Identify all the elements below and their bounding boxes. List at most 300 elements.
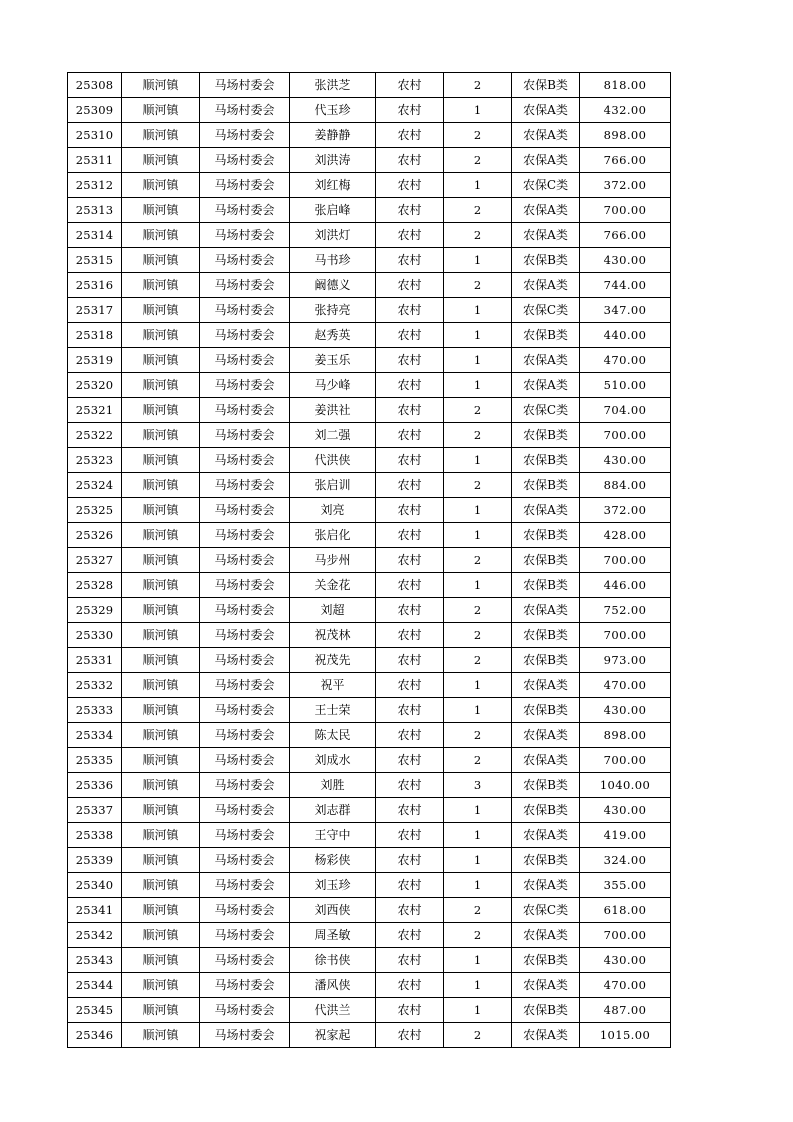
category-cell: 农保B类	[512, 523, 580, 548]
amount-cell: 347.00	[580, 298, 671, 323]
area-type-cell: 农村	[376, 673, 444, 698]
category-cell: 农保A类	[512, 223, 580, 248]
amount-cell: 430.00	[580, 948, 671, 973]
name-cell: 潘风侠	[290, 973, 376, 998]
record-id-cell: 25315	[68, 248, 122, 273]
category-cell: 农保B类	[512, 548, 580, 573]
amount-cell: 898.00	[580, 123, 671, 148]
household-count-cell: 2	[444, 223, 512, 248]
amount-cell: 766.00	[580, 223, 671, 248]
record-id-cell: 25312	[68, 173, 122, 198]
category-cell: 农保B类	[512, 698, 580, 723]
table-row	[68, 898, 671, 923]
category-cell: 农保A类	[512, 373, 580, 398]
area-type-cell: 农村	[376, 923, 444, 948]
amount-cell: 446.00	[580, 573, 671, 598]
name-cell: 刘胜	[290, 773, 376, 798]
name-cell: 刘二强	[290, 423, 376, 448]
town-cell: 顺河镇	[122, 448, 200, 473]
household-count-cell: 2	[444, 923, 512, 948]
committee-cell: 马场村委会	[200, 873, 290, 898]
record-id-cell: 25339	[68, 848, 122, 873]
table-row	[68, 73, 671, 98]
town-cell: 顺河镇	[122, 423, 200, 448]
record-id-cell: 25318	[68, 323, 122, 348]
amount-cell: 973.00	[580, 648, 671, 673]
area-type-cell: 农村	[376, 523, 444, 548]
committee-cell: 马场村委会	[200, 848, 290, 873]
name-cell: 刘玉珍	[290, 873, 376, 898]
area-type-cell: 农村	[376, 998, 444, 1023]
category-cell: 农保A类	[512, 498, 580, 523]
household-count-cell: 1	[444, 823, 512, 848]
record-id-cell: 25324	[68, 473, 122, 498]
household-count-cell: 2	[444, 273, 512, 298]
table-row	[68, 1023, 671, 1048]
household-count-cell: 1	[444, 873, 512, 898]
household-count-cell: 1	[444, 298, 512, 323]
record-id-cell: 25322	[68, 423, 122, 448]
town-cell: 顺河镇	[122, 573, 200, 598]
committee-cell: 马场村委会	[200, 773, 290, 798]
amount-cell: 428.00	[580, 523, 671, 548]
area-type-cell: 农村	[376, 498, 444, 523]
town-cell: 顺河镇	[122, 498, 200, 523]
name-cell: 姜静静	[290, 123, 376, 148]
amount-cell: 744.00	[580, 273, 671, 298]
table-row	[68, 798, 671, 823]
area-type-cell: 农村	[376, 398, 444, 423]
category-cell: 农保A类	[512, 823, 580, 848]
table-row	[68, 98, 671, 123]
amount-cell: 700.00	[580, 198, 671, 223]
committee-cell: 马场村委会	[200, 223, 290, 248]
household-count-cell: 2	[444, 198, 512, 223]
household-count-cell: 2	[444, 598, 512, 623]
table-row	[68, 248, 671, 273]
name-cell: 刘志群	[290, 798, 376, 823]
household-count-cell: 1	[444, 248, 512, 273]
household-count-cell: 2	[444, 1023, 512, 1048]
committee-cell: 马场村委会	[200, 923, 290, 948]
record-id-cell: 25327	[68, 548, 122, 573]
committee-cell: 马场村委会	[200, 348, 290, 373]
table-row	[68, 973, 671, 998]
household-count-cell: 2	[444, 548, 512, 573]
name-cell: 徐书侠	[290, 948, 376, 973]
record-id-cell: 25325	[68, 498, 122, 523]
record-id-cell: 25311	[68, 148, 122, 173]
area-type-cell: 农村	[376, 98, 444, 123]
committee-cell: 马场村委会	[200, 123, 290, 148]
amount-cell: 372.00	[580, 173, 671, 198]
amount-cell: 1040.00	[580, 773, 671, 798]
town-cell: 顺河镇	[122, 398, 200, 423]
table-row	[68, 623, 671, 648]
table-row	[68, 123, 671, 148]
area-type-cell: 农村	[376, 548, 444, 573]
committee-cell: 马场村委会	[200, 673, 290, 698]
table-row	[68, 723, 671, 748]
name-cell: 刘成水	[290, 748, 376, 773]
record-id-cell: 25332	[68, 673, 122, 698]
committee-cell: 马场村委会	[200, 523, 290, 548]
committee-cell: 马场村委会	[200, 623, 290, 648]
category-cell: 农保B类	[512, 248, 580, 273]
table-row	[68, 148, 671, 173]
household-count-cell: 2	[444, 423, 512, 448]
name-cell: 姜洪社	[290, 398, 376, 423]
town-cell: 顺河镇	[122, 373, 200, 398]
name-cell: 祝家起	[290, 1023, 376, 1048]
category-cell: 农保A类	[512, 973, 580, 998]
area-type-cell: 农村	[376, 248, 444, 273]
name-cell: 马少峰	[290, 373, 376, 398]
area-type-cell: 农村	[376, 948, 444, 973]
area-type-cell: 农村	[376, 573, 444, 598]
committee-cell: 马场村委会	[200, 448, 290, 473]
record-id-cell: 25330	[68, 623, 122, 648]
area-type-cell: 农村	[376, 473, 444, 498]
committee-cell: 马场村委会	[200, 473, 290, 498]
area-type-cell: 农村	[376, 823, 444, 848]
table-row	[68, 498, 671, 523]
area-type-cell: 农村	[376, 748, 444, 773]
household-count-cell: 1	[444, 973, 512, 998]
household-count-cell: 1	[444, 848, 512, 873]
name-cell: 张洪芝	[290, 73, 376, 98]
category-cell: 农保C类	[512, 173, 580, 198]
area-type-cell: 农村	[376, 1023, 444, 1048]
area-type-cell: 农村	[376, 723, 444, 748]
town-cell: 顺河镇	[122, 73, 200, 98]
record-id-cell: 25333	[68, 698, 122, 723]
area-type-cell: 农村	[376, 198, 444, 223]
name-cell: 祝平	[290, 673, 376, 698]
category-cell: 农保B类	[512, 623, 580, 648]
amount-cell: 1015.00	[580, 1023, 671, 1048]
category-cell: 农保B类	[512, 423, 580, 448]
amount-cell: 700.00	[580, 423, 671, 448]
record-id-cell: 25343	[68, 948, 122, 973]
record-id-cell: 25316	[68, 273, 122, 298]
table-row	[68, 598, 671, 623]
town-cell: 顺河镇	[122, 348, 200, 373]
committee-cell: 马场村委会	[200, 298, 290, 323]
committee-cell: 马场村委会	[200, 573, 290, 598]
record-id-cell: 25340	[68, 873, 122, 898]
category-cell: 农保B类	[512, 848, 580, 873]
category-cell: 农保B类	[512, 948, 580, 973]
table-row	[68, 823, 671, 848]
committee-cell: 马场村委会	[200, 373, 290, 398]
record-id-cell: 25346	[68, 1023, 122, 1048]
town-cell: 顺河镇	[122, 848, 200, 873]
name-cell: 王士荣	[290, 698, 376, 723]
household-count-cell: 2	[444, 723, 512, 748]
town-cell: 顺河镇	[122, 698, 200, 723]
name-cell: 杨彩侠	[290, 848, 376, 873]
category-cell: 农保B类	[512, 798, 580, 823]
committee-cell: 马场村委会	[200, 1023, 290, 1048]
area-type-cell: 农村	[376, 798, 444, 823]
amount-cell: 430.00	[580, 248, 671, 273]
town-cell: 顺河镇	[122, 548, 200, 573]
amount-cell: 884.00	[580, 473, 671, 498]
amount-cell: 766.00	[580, 148, 671, 173]
name-cell: 祝茂先	[290, 648, 376, 673]
area-type-cell: 农村	[376, 898, 444, 923]
record-id-cell: 25323	[68, 448, 122, 473]
area-type-cell: 农村	[376, 123, 444, 148]
amount-cell: 432.00	[580, 98, 671, 123]
amount-cell: 355.00	[580, 873, 671, 898]
town-cell: 顺河镇	[122, 948, 200, 973]
area-type-cell: 农村	[376, 423, 444, 448]
committee-cell: 马场村委会	[200, 723, 290, 748]
name-cell: 祝茂林	[290, 623, 376, 648]
table-row	[68, 848, 671, 873]
household-count-cell: 1	[444, 573, 512, 598]
household-count-cell: 1	[444, 448, 512, 473]
town-cell: 顺河镇	[122, 98, 200, 123]
table-row	[68, 448, 671, 473]
area-type-cell: 农村	[376, 323, 444, 348]
committee-cell: 马场村委会	[200, 73, 290, 98]
category-cell: 农保A类	[512, 273, 580, 298]
name-cell: 张持亮	[290, 298, 376, 323]
town-cell: 顺河镇	[122, 623, 200, 648]
household-count-cell: 1	[444, 673, 512, 698]
committee-cell: 马场村委会	[200, 648, 290, 673]
category-cell: 农保A类	[512, 348, 580, 373]
record-id-cell: 25342	[68, 923, 122, 948]
name-cell: 刘红梅	[290, 173, 376, 198]
town-cell: 顺河镇	[122, 173, 200, 198]
name-cell: 代洪侠	[290, 448, 376, 473]
household-count-cell: 2	[444, 473, 512, 498]
committee-cell: 马场村委会	[200, 98, 290, 123]
table-row	[68, 473, 671, 498]
committee-cell: 马场村委会	[200, 323, 290, 348]
record-id-cell: 25337	[68, 798, 122, 823]
record-id-cell: 25336	[68, 773, 122, 798]
table-row	[68, 223, 671, 248]
committee-cell: 马场村委会	[200, 948, 290, 973]
name-cell: 马步州	[290, 548, 376, 573]
committee-cell: 马场村委会	[200, 398, 290, 423]
name-cell: 王守中	[290, 823, 376, 848]
town-cell: 顺河镇	[122, 323, 200, 348]
category-cell: 农保B类	[512, 448, 580, 473]
area-type-cell: 农村	[376, 848, 444, 873]
town-cell: 顺河镇	[122, 198, 200, 223]
town-cell: 顺河镇	[122, 523, 200, 548]
household-count-cell: 1	[444, 498, 512, 523]
category-cell: 农保A类	[512, 1023, 580, 1048]
category-cell: 农保B类	[512, 998, 580, 1023]
amount-cell: 818.00	[580, 73, 671, 98]
town-cell: 顺河镇	[122, 923, 200, 948]
table-row	[68, 648, 671, 673]
category-cell: 农保A类	[512, 748, 580, 773]
amount-cell: 752.00	[580, 598, 671, 623]
record-id-cell: 25345	[68, 998, 122, 1023]
household-count-cell: 1	[444, 348, 512, 373]
table-row	[68, 273, 671, 298]
table-row	[68, 998, 671, 1023]
name-cell: 马书珍	[290, 248, 376, 273]
area-type-cell: 农村	[376, 348, 444, 373]
category-cell: 农保A类	[512, 923, 580, 948]
amount-cell: 700.00	[580, 923, 671, 948]
amount-cell: 700.00	[580, 623, 671, 648]
table-row	[68, 948, 671, 973]
amount-cell: 430.00	[580, 698, 671, 723]
committee-cell: 马场村委会	[200, 548, 290, 573]
town-cell: 顺河镇	[122, 773, 200, 798]
table-row	[68, 923, 671, 948]
amount-cell: 419.00	[580, 823, 671, 848]
area-type-cell: 农村	[376, 148, 444, 173]
name-cell: 张启化	[290, 523, 376, 548]
town-cell: 顺河镇	[122, 273, 200, 298]
name-cell: 刘西侠	[290, 898, 376, 923]
table-row	[68, 873, 671, 898]
committee-cell: 马场村委会	[200, 748, 290, 773]
amount-cell: 700.00	[580, 548, 671, 573]
town-cell: 顺河镇	[122, 873, 200, 898]
record-id-cell: 25321	[68, 398, 122, 423]
area-type-cell: 农村	[376, 73, 444, 98]
table-row	[68, 773, 671, 798]
category-cell: 农保B类	[512, 773, 580, 798]
area-type-cell: 农村	[376, 598, 444, 623]
household-count-cell: 1	[444, 948, 512, 973]
area-type-cell: 农村	[376, 698, 444, 723]
committee-cell: 马场村委会	[200, 248, 290, 273]
area-type-cell: 农村	[376, 973, 444, 998]
name-cell: 张启训	[290, 473, 376, 498]
town-cell: 顺河镇	[122, 123, 200, 148]
household-count-cell: 1	[444, 798, 512, 823]
record-id-cell: 25331	[68, 648, 122, 673]
record-id-cell: 25314	[68, 223, 122, 248]
amount-cell: 440.00	[580, 323, 671, 348]
category-cell: 农保A类	[512, 673, 580, 698]
amount-cell: 618.00	[580, 898, 671, 923]
town-cell: 顺河镇	[122, 798, 200, 823]
table-row	[68, 348, 671, 373]
household-count-cell: 2	[444, 898, 512, 923]
committee-cell: 马场村委会	[200, 823, 290, 848]
committee-cell: 马场村委会	[200, 798, 290, 823]
record-id-cell: 25329	[68, 598, 122, 623]
category-cell: 农保A类	[512, 148, 580, 173]
amount-cell: 324.00	[580, 848, 671, 873]
household-count-cell: 2	[444, 648, 512, 673]
table-row	[68, 298, 671, 323]
table-row	[68, 573, 671, 598]
name-cell: 姜玉乐	[290, 348, 376, 373]
town-cell: 顺河镇	[122, 723, 200, 748]
table-row	[68, 523, 671, 548]
household-count-cell: 2	[444, 398, 512, 423]
town-cell: 顺河镇	[122, 998, 200, 1023]
town-cell: 顺河镇	[122, 748, 200, 773]
amount-cell: 510.00	[580, 373, 671, 398]
record-id-cell: 25344	[68, 973, 122, 998]
name-cell: 赵秀英	[290, 323, 376, 348]
household-count-cell: 1	[444, 323, 512, 348]
area-type-cell: 农村	[376, 373, 444, 398]
category-cell: 农保C类	[512, 298, 580, 323]
table-row	[68, 673, 671, 698]
town-cell: 顺河镇	[122, 223, 200, 248]
household-count-cell: 1	[444, 523, 512, 548]
record-id-cell: 25308	[68, 73, 122, 98]
category-cell: 农保A类	[512, 723, 580, 748]
table-row	[68, 398, 671, 423]
record-id-cell: 25317	[68, 298, 122, 323]
town-cell: 顺河镇	[122, 473, 200, 498]
town-cell: 顺河镇	[122, 248, 200, 273]
record-id-cell: 25310	[68, 123, 122, 148]
record-id-cell: 25338	[68, 823, 122, 848]
name-cell: 刘洪涛	[290, 148, 376, 173]
amount-cell: 898.00	[580, 723, 671, 748]
name-cell: 张启峰	[290, 198, 376, 223]
area-type-cell: 农村	[376, 773, 444, 798]
table-row	[68, 198, 671, 223]
record-id-cell: 25319	[68, 348, 122, 373]
committee-cell: 马场村委会	[200, 973, 290, 998]
table-row	[68, 698, 671, 723]
committee-cell: 马场村委会	[200, 198, 290, 223]
record-id-cell: 25313	[68, 198, 122, 223]
record-id-cell: 25335	[68, 748, 122, 773]
table-row	[68, 373, 671, 398]
area-type-cell: 农村	[376, 648, 444, 673]
category-cell: 农保C类	[512, 398, 580, 423]
name-cell: 关金花	[290, 573, 376, 598]
household-count-cell: 2	[444, 73, 512, 98]
town-cell: 顺河镇	[122, 973, 200, 998]
records-table	[67, 72, 671, 1048]
record-id-cell: 25320	[68, 373, 122, 398]
amount-cell: 470.00	[580, 673, 671, 698]
name-cell: 刘亮	[290, 498, 376, 523]
committee-cell: 马场村委会	[200, 273, 290, 298]
table-row	[68, 423, 671, 448]
area-type-cell: 农村	[376, 873, 444, 898]
household-count-cell: 1	[444, 98, 512, 123]
records-body	[68, 73, 671, 1048]
amount-cell: 487.00	[580, 998, 671, 1023]
household-count-cell: 1	[444, 998, 512, 1023]
record-id-cell: 25341	[68, 898, 122, 923]
category-cell: 农保B类	[512, 73, 580, 98]
town-cell: 顺河镇	[122, 148, 200, 173]
category-cell: 农保A类	[512, 198, 580, 223]
committee-cell: 马场村委会	[200, 173, 290, 198]
area-type-cell: 农村	[376, 448, 444, 473]
amount-cell: 470.00	[580, 348, 671, 373]
category-cell: 农保A类	[512, 123, 580, 148]
name-cell: 刘洪灯	[290, 223, 376, 248]
category-cell: 农保A类	[512, 598, 580, 623]
amount-cell: 700.00	[580, 748, 671, 773]
